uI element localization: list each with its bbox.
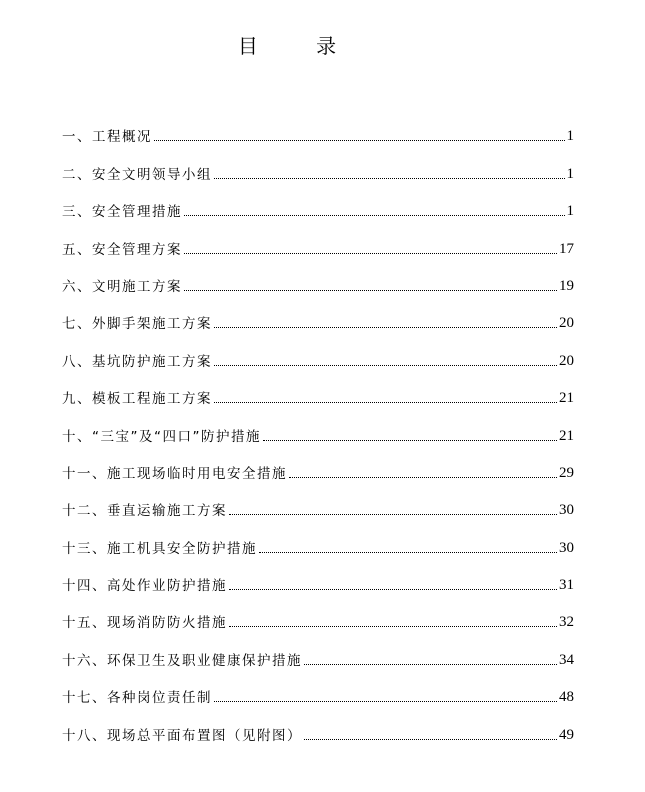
- toc-entry[interactable]: [62, 183, 574, 220]
- toc-entry-label: 十二、垂直运输施工方案: [62, 503, 227, 520]
- toc-entry-label: 九、模板工程施工方案: [62, 391, 212, 408]
- toc-entry-page: 1: [566, 203, 574, 220]
- toc-entry-page: 21: [559, 427, 574, 444]
- toc-dot-leader: [259, 551, 557, 553]
- toc-entry-page: 20: [559, 315, 574, 332]
- toc-dot-leader: [154, 139, 565, 141]
- toc-dot-leader: [214, 401, 557, 403]
- toc-entry[interactable]: [62, 631, 574, 668]
- toc-dot-leader: [229, 513, 557, 515]
- toc-dot-leader: [263, 439, 557, 441]
- page-title: 目 录: [237, 34, 363, 58]
- toc-entry-label: 十七、各种岗位责任制: [62, 690, 212, 707]
- toc-dot-leader: [184, 252, 557, 254]
- toc-entry-label: 七、外脚手架施工方案: [62, 316, 212, 333]
- table-of-contents: [62, 108, 574, 744]
- toc-dot-leader: [184, 214, 565, 216]
- toc-entry-page: 1: [566, 165, 574, 182]
- toc-entry[interactable]: [62, 445, 574, 482]
- toc-dot-leader: [289, 476, 557, 478]
- toc-entry-page: 30: [559, 502, 574, 519]
- toc-dot-leader: [304, 663, 557, 665]
- toc-entry-label: 六、文明施工方案: [62, 278, 182, 295]
- toc-entry[interactable]: [62, 258, 574, 295]
- toc-entry[interactable]: [62, 482, 574, 519]
- toc-entry[interactable]: [62, 594, 574, 631]
- toc-dot-leader: [184, 289, 557, 291]
- toc-entry-page: 1: [566, 128, 574, 145]
- toc-entry-label: 八、基坑防护施工方案: [62, 353, 212, 370]
- toc-entry-page: 17: [559, 240, 574, 257]
- toc-entry-page: 30: [559, 539, 574, 556]
- toc-entry-page: 49: [559, 726, 574, 743]
- toc-entry[interactable]: [62, 557, 574, 594]
- toc-entry[interactable]: [62, 332, 574, 369]
- toc-entry-label: 一、工程概况: [62, 129, 152, 146]
- toc-entry-page: 29: [559, 464, 574, 481]
- toc-entry-page: 34: [559, 651, 574, 668]
- toc-entry-page: 32: [559, 614, 574, 631]
- toc-dot-leader: [304, 738, 557, 740]
- toc-entry[interactable]: [62, 108, 574, 145]
- toc-entry-label: 十一、施工现场临时用电安全措施: [62, 465, 287, 482]
- toc-entry[interactable]: [62, 220, 574, 257]
- toc-entry-page: 21: [559, 390, 574, 407]
- toc-dot-leader: [229, 588, 557, 590]
- toc-entry-label: 二、安全文明领导小组: [62, 166, 212, 183]
- toc-entry[interactable]: [62, 519, 574, 556]
- toc-entry-label: 三、安全管理措施: [62, 204, 182, 221]
- toc-entry-label: 十三、施工机具安全防护措施: [62, 540, 257, 557]
- toc-entry-page: 19: [559, 277, 574, 294]
- toc-entry-label: 五、安全管理方案: [62, 241, 182, 258]
- toc-entry[interactable]: [62, 145, 574, 182]
- toc-dot-leader: [229, 625, 557, 627]
- toc-dot-leader: [214, 364, 557, 366]
- toc-entry[interactable]: [62, 370, 574, 407]
- toc-entry-label: 十八、现场总平面布置图（见附图）: [62, 727, 302, 744]
- toc-entry[interactable]: [62, 706, 574, 743]
- toc-entry-page: 31: [559, 577, 574, 594]
- toc-entry-label: 十四、高处作业防护措施: [62, 578, 227, 595]
- toc-entry-page: 48: [559, 689, 574, 706]
- toc-entry[interactable]: [62, 407, 574, 444]
- toc-dot-leader: [214, 700, 557, 702]
- toc-entry-label: 十六、环保卫生及职业健康保护措施: [62, 652, 302, 669]
- toc-entry-label: 十、“三宝”及“四口”防护措施: [62, 428, 261, 445]
- toc-entry-page: 20: [559, 352, 574, 369]
- toc-entry-label: 十五、现场消防防火措施: [62, 615, 227, 632]
- toc-entry[interactable]: [62, 295, 574, 332]
- toc-dot-leader: [214, 326, 557, 328]
- toc-entry[interactable]: [62, 669, 574, 706]
- toc-dot-leader: [214, 177, 565, 179]
